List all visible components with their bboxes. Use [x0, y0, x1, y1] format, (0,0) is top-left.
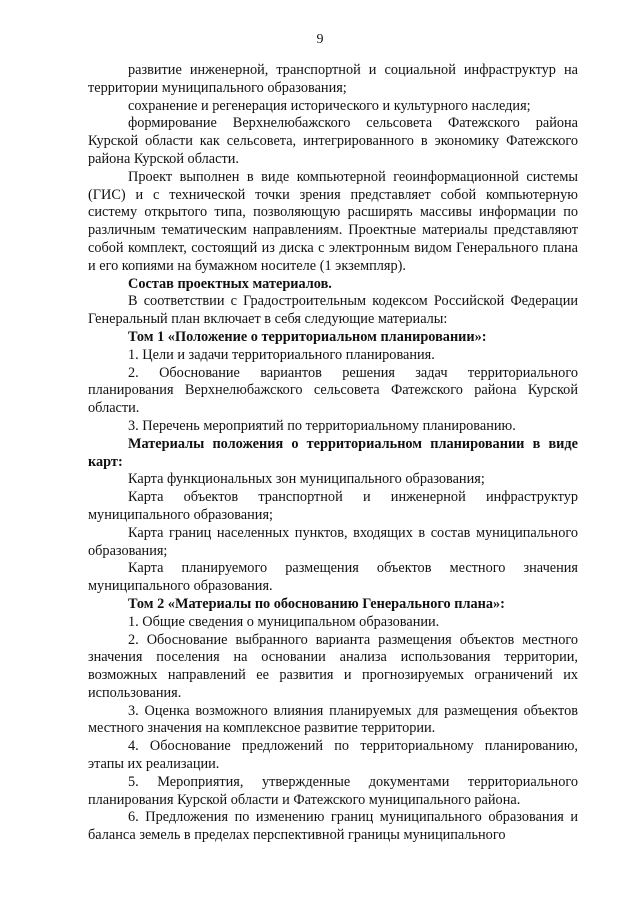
list-item-v2-2: 2. Обоснование выбранного варианта размещения объектов местного значения поселения на основании анализа использования территории, возможных направлений ее развития и прогнозируемых ограничений их использования.	[88, 631, 578, 701]
list-item-v1-2: 2. Обоснование вариантов решения задач территориального планирования Верхнелюбажского сельсовета Фатежского района Курской области.	[88, 364, 578, 417]
paragraph-gis-project: Проект выполнен в виде компьютерной геоинформационной системы (ГИС) и с технической точки зрения представляет собой компьютерную систему открытого типа, позволяющую расширять массивы информации по различным тематическим направлениям. Проектные материалы представляют собой комплект, состоящий из диска с электронным видом Генерального плана и его копиями на бумажном носителе (1 экземпляр).	[88, 168, 578, 274]
map-item-functional-zones: Карта функциональных зон муниципального образования;	[128, 471, 485, 488]
list-item-v2-1: 1. Общие сведения о муниципальном образовании.	[128, 613, 440, 630]
list-item-v1-1: 1. Цели и задачи территориального планирования.	[128, 346, 435, 363]
paragraph-code-reference: В соответствии с Градостроительным кодексом Российской Федерации Генеральный план включает в себя следующие материалы:	[88, 293, 578, 328]
list-item-v2-5: 5. Мероприятия, утвержденные документами территориального планирования Курской области и Фатежского муниципального района.	[88, 773, 578, 808]
heading-volume-2: Том 2 «Материалы по обоснованию Генерального плана»:	[128, 595, 505, 612]
paragraph-formation: формирование Верхнелюбажского сельсовета Фатежского района Курской области как сельсовета, интегрированного в экономику Фатежского района Курской области.	[88, 115, 578, 167]
document-body	[88, 62, 578, 845]
heading-maps: Материалы положения о территориальном планировании в виде карт:	[88, 435, 578, 470]
paragraph-infrastructure: развитие инженерной, транспортной и социальной инфраструктур на территории муниципального образования;	[88, 62, 578, 96]
map-item-settlement-borders: Карта границ населенных пунктов, входящих в состав муниципального образования;	[88, 524, 578, 559]
list-item-v2-3: 3. Оценка возможного влияния планируемых для размещения объектов местного значения на комплексное развитие территории.	[88, 702, 578, 737]
list-item-v2-4: 4. Обоснование предложений по территориальному планированию, этапы их реализации.	[88, 738, 578, 773]
map-item-infrastructure: Карта объектов транспортной и инженерной инфраструктур муниципального образования;	[88, 489, 578, 523]
heading-volume-1: Том 1 «Положение о территориальном планировании»:	[128, 328, 487, 345]
paragraph-heritage: сохранение и регенерация исторического и культурного наследия;	[128, 97, 531, 114]
heading-project-materials: Состав проектных материалов.	[128, 275, 332, 292]
list-item-v2-6: 6. Предложения по изменению границ муниципального образования и баланса земель в пределах перспективной границы муниципального	[88, 809, 578, 844]
map-item-local-objects: Карта планируемого размещения объектов местного значения муниципального образования.	[88, 560, 578, 595]
list-item-v1-3: 3. Перечень мероприятий по территориальному планированию.	[128, 417, 516, 434]
page-number: 9	[316, 32, 324, 47]
